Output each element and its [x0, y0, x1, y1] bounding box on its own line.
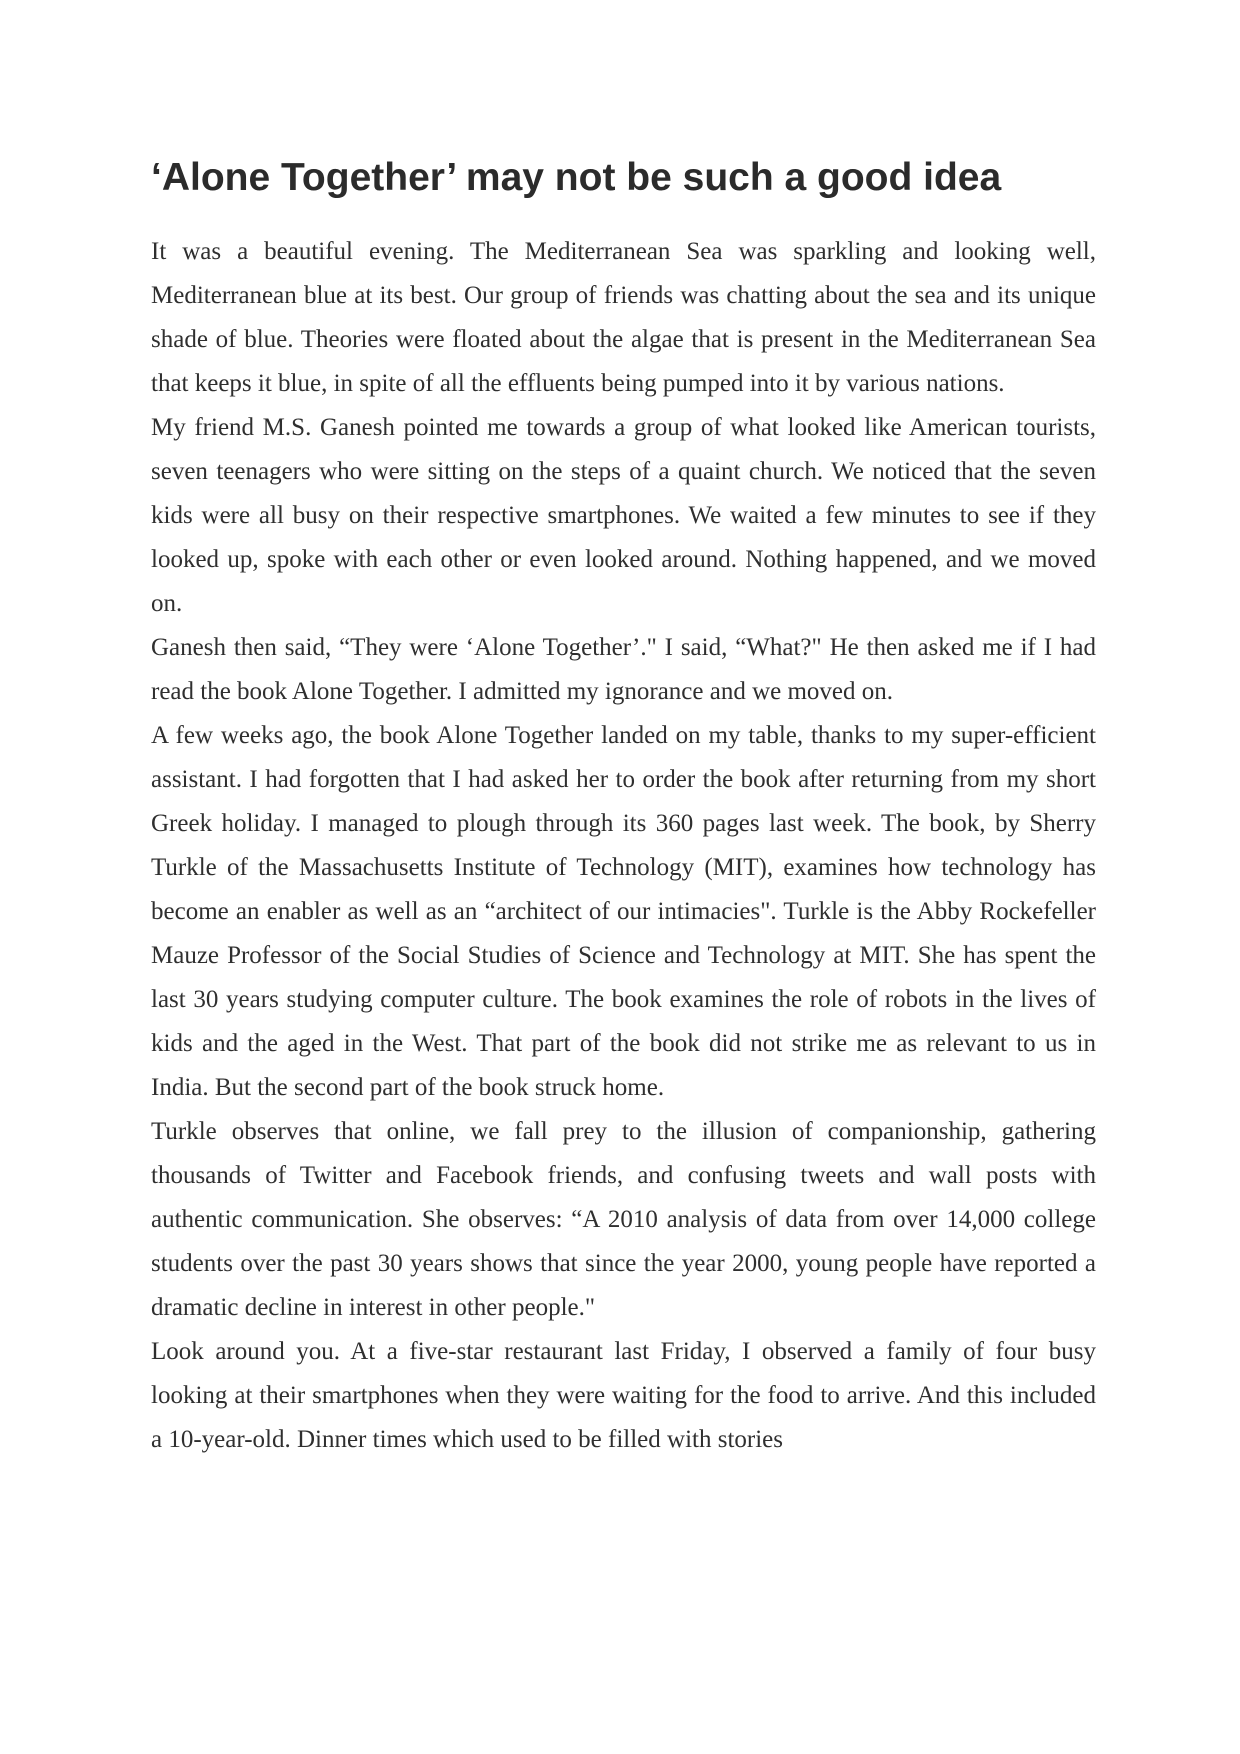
article-title: ‘Alone Together’ may not be such a good idea [151, 156, 1002, 199]
paragraph-2: My friend M.S. Ganesh pointed me towards a group of what looked like American tourists, seven teenagers who were sitting on the steps of a quaint church. We noticed that the seven kids were all busy on their respective smartphones. We waited a few minutes to see if they looked up, spoke with each other or even looked around. Nothing happened, and we moved on. [151, 414, 1096, 617]
article-body [151, 230, 1096, 1462]
paragraph-5: Turkle observes that online, we fall prey to the illusion of companionship, gathering thousands of Twitter and Facebook friends, and confusing tweets and wall posts with authentic communication. She observes: “A 2010 analysis of data from over 14,000 college students over the past 30 years shows that since the year 2000, young people have reported a dramatic decline in interest in other people." [151, 1118, 1096, 1321]
paragraph-1: It was a beautiful evening. The Mediterranean Sea was sparkling and looking well, Mediterranean blue at its best. Our group of friends was chatting about the sea and its unique shade of blue. Theories were floated about the algae that is present in the Mediterranean Sea that keeps it blue, in spite of all the effluents being pumped into it by various nations. [151, 238, 1096, 397]
paragraph-4: A few weeks ago, the book Alone Together landed on my table, thanks to my super-efficient assistant. I had forgotten that I had asked her to order the book after returning from my short Greek holiday. I managed to plough through its 360 pages last week. The book, by Sherry Turkle of the Massachusetts Institute of Technology (MIT), examines how technology has become an enabler as well as an “architect of our intimacies". Turkle is the Abby Rockefeller Mauze Professor of the Social Studies of Science and Technology at MIT. She has spent the last 30 years studying computer culture. The book examines the role of robots in the lives of kids and the aged in the West. That part of the book did not strike me as relevant to us in India. But the second part of the book struck home. [151, 722, 1096, 1101]
paragraph-3: Ganesh then said, “They were ‘Alone Together’." I said, “What?" He then asked me if I had read the book Alone Together. I admitted my ignorance and we moved on. [151, 634, 1096, 705]
paragraph-6: Look around you. At a five-star restaurant last Friday, I observed a family of four busy looking at their smartphones when they were waiting for the food to arrive. And this included a 10-year-old. Dinner times which used to be filled with stories [151, 1338, 1096, 1453]
